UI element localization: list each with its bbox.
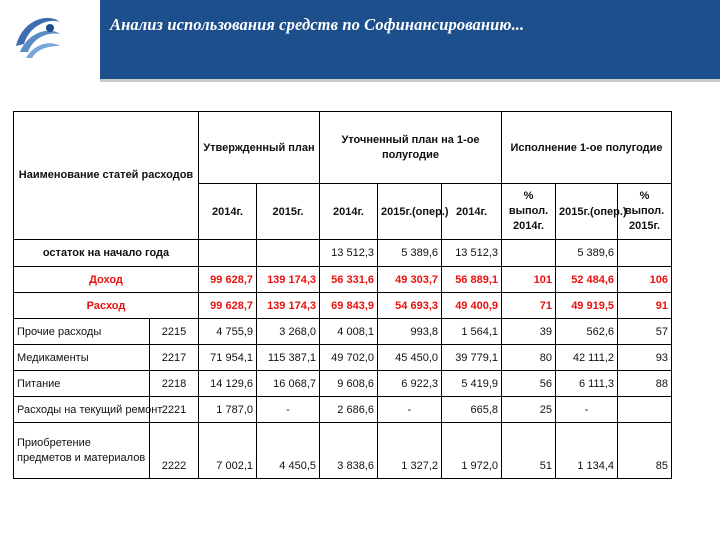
cell: 1 787,0 (199, 397, 257, 423)
cell: 5 419,9 (442, 371, 502, 397)
row-label: Расходы на текущий ремонт (14, 397, 150, 423)
header-execution: Исполнение 1-ое полугодие (502, 112, 672, 184)
cell (618, 240, 672, 267)
row-label: Питание (14, 371, 150, 397)
cell: 56 331,6 (320, 267, 378, 293)
table-row-expense (14, 293, 672, 319)
cell: 13 512,3 (320, 240, 378, 267)
cell: 45 450,0 (378, 345, 442, 371)
cell: 1 972,0 (442, 423, 502, 479)
slide-header (0, 0, 720, 84)
cell: 52 484,6 (556, 267, 618, 293)
row-code: 2221 (150, 397, 199, 423)
cell: 54 693,3 (378, 293, 442, 319)
cell: 85 (618, 423, 672, 479)
cell: 69 843,9 (320, 293, 378, 319)
cell: 3 268,0 (257, 319, 320, 345)
cell: 1 134,4 (556, 423, 618, 479)
cell: 14 129,6 (199, 371, 257, 397)
cell: 39 (502, 319, 556, 345)
budget-table (13, 111, 672, 479)
header-revised-plan: Уточненный план на 1-ое полугодие (320, 112, 502, 184)
row-label: Приобретение предметов и материалов (14, 423, 150, 479)
cell: 5 389,6 (556, 240, 618, 267)
cell: 91 (618, 293, 672, 319)
table-row-balance (14, 240, 672, 267)
cell: 51 (502, 423, 556, 479)
subheader-exec-2014: 2014г. (442, 184, 502, 240)
cell: 57 (618, 319, 672, 345)
cell: 6 922,3 (378, 371, 442, 397)
cell: 9 608,6 (320, 371, 378, 397)
cell: - (556, 397, 618, 423)
cell: 56 889,1 (442, 267, 502, 293)
slide-title-line-1: Анализ использования средств по Софинансированию... (110, 15, 525, 34)
subheader-exec-2015: 2015г.(опер.) (556, 184, 618, 240)
cell: 106 (618, 267, 672, 293)
row-label: Медикаменты (14, 345, 150, 371)
cell: 25 (502, 397, 556, 423)
row-code: 2215 (150, 319, 199, 345)
cell (257, 240, 320, 267)
budget-table-container (13, 111, 671, 484)
row-code: 2217 (150, 345, 199, 371)
cell (502, 240, 556, 267)
row-label: остаток на начало года (14, 240, 199, 267)
cell: 115 387,1 (257, 345, 320, 371)
cell: 562,6 (556, 319, 618, 345)
table-row-income (14, 267, 672, 293)
cell: 49 702,0 (320, 345, 378, 371)
cell: 993,8 (378, 319, 442, 345)
cell: 49 400,9 (442, 293, 502, 319)
cell: 139 174,3 (257, 267, 320, 293)
table-row (14, 423, 672, 479)
cell: 139 174,3 (257, 293, 320, 319)
subheader-approved-2014: 2014г. (199, 184, 257, 240)
cell: 4 008,1 (320, 319, 378, 345)
table-row (14, 319, 672, 345)
cell: - (257, 397, 320, 423)
row-code: 2222 (150, 423, 199, 479)
title-bar (100, 0, 720, 82)
table-row (14, 345, 672, 371)
cell: 39 779,1 (442, 345, 502, 371)
cell: 2 686,6 (320, 397, 378, 423)
cell: 93 (618, 345, 672, 371)
cell: 5 389,6 (378, 240, 442, 267)
cell: 80 (502, 345, 556, 371)
header-approved-plan: Утвержденный план (199, 112, 320, 184)
row-code: 2218 (150, 371, 199, 397)
cell: 16 068,7 (257, 371, 320, 397)
subheader-exec-pct-2015: % выпол. 2015г. (618, 184, 672, 240)
table-row (14, 397, 672, 423)
cell: 4 450,5 (257, 423, 320, 479)
cell: 13 512,3 (442, 240, 502, 267)
row-label: Расход (14, 293, 199, 319)
cell: 49 303,7 (378, 267, 442, 293)
table-row (14, 371, 672, 397)
cell: 56 (502, 371, 556, 397)
cell: - (378, 397, 442, 423)
cell: 99 628,7 (199, 267, 257, 293)
cell (199, 240, 257, 267)
cell: 71 (502, 293, 556, 319)
cell: 49 919,5 (556, 293, 618, 319)
row-label: Доход (14, 267, 199, 293)
cell: 4 755,9 (199, 319, 257, 345)
cell: 1 564,1 (442, 319, 502, 345)
subheader-revised-2014: 2014г. (320, 184, 378, 240)
subheader-exec-pct-2014: % выпол. 2014г. (502, 184, 556, 240)
cell: 99 628,7 (199, 293, 257, 319)
cell: 1 327,2 (378, 423, 442, 479)
header-expense-items: Наименование статей расходов (14, 112, 199, 240)
row-label: Прочие расходы (14, 319, 150, 345)
subheader-approved-2015: 2015г. (257, 184, 320, 240)
cell: 7 002,1 (199, 423, 257, 479)
cell: 6 111,3 (556, 371, 618, 397)
cell: 88 (618, 371, 672, 397)
cell: 42 111,2 (556, 345, 618, 371)
cell: 101 (502, 267, 556, 293)
cell (618, 397, 672, 423)
logo-icon (10, 6, 64, 66)
cell: 665,8 (442, 397, 502, 423)
cell: 71 954,1 (199, 345, 257, 371)
subheader-revised-2015: 2015г.(опер.) (378, 184, 442, 240)
cell: 3 838,6 (320, 423, 378, 479)
